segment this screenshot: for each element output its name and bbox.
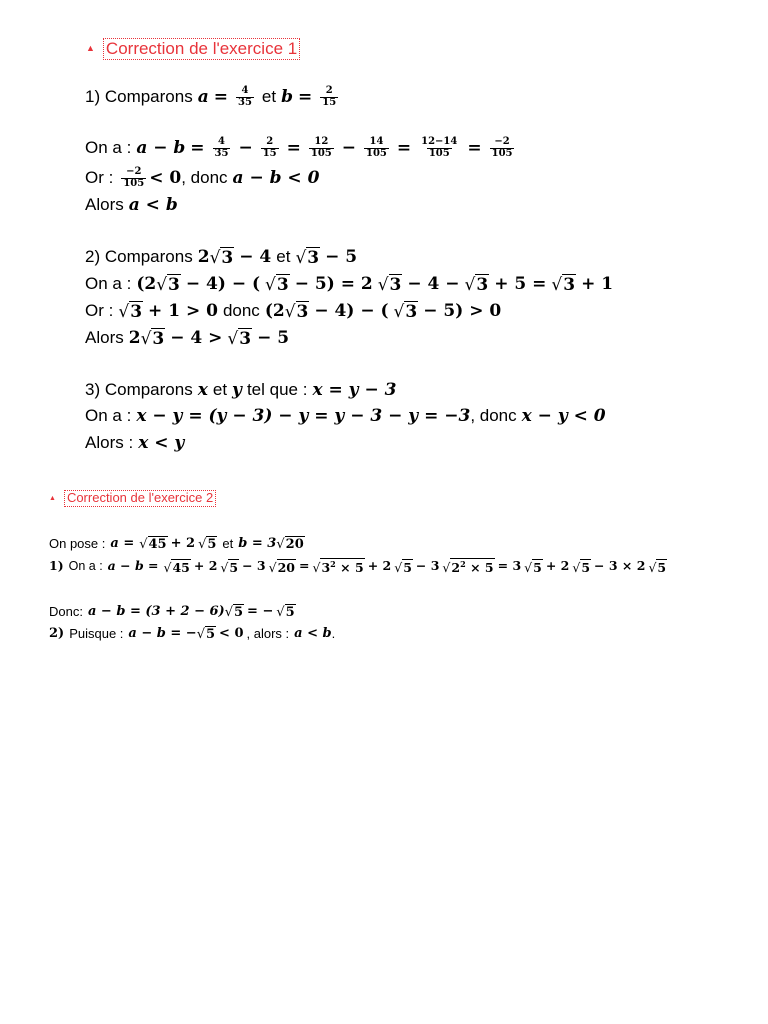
expr: < 0 [149, 168, 182, 188]
fraction: $\frac{12-14}{105}$ [421, 136, 458, 159]
op: = [297, 87, 313, 107]
text: On a : [85, 273, 132, 293]
op: = [213, 87, 228, 107]
text: 3) Comparons [85, 380, 193, 399]
fraction: $\frac{2}{15}$ [262, 136, 277, 159]
text: Or : [85, 300, 114, 320]
ex1-part3-statement: 3) Comparons x et y tel que : x = y − 3 [85, 380, 397, 400]
fraction: $\frac{14}{105}$ [366, 136, 387, 159]
sqrt: √ 3 [209, 248, 234, 268]
text: Alors [85, 327, 124, 347]
triangle-up-icon: ▲ [86, 43, 95, 54]
text: On a : [85, 138, 132, 157]
ex1-part3-line1: On a : x − y = (y − 3) − y = y − 3 − y = −3 , donc x − y < 0 [85, 406, 606, 426]
exercise-2-heading[interactable] [49, 490, 216, 507]
text: 1) Comparons [85, 87, 193, 106]
text: et [261, 87, 277, 106]
ex1-part3-line2: Alors : x < y [85, 433, 185, 453]
ex1-part1-statement [85, 86, 341, 108]
ex2-pose-line: On pose : a = √ 45 + 2 √ 5 et b = 3 √ 20 [49, 535, 304, 552]
expr: a < b [128, 195, 178, 215]
ex2-donc-line: Donc: a − b = (3 + 2 − 6) √ 5 = − √ 5 [49, 603, 295, 620]
ex1-part2-line2: Or : √ 3 + 1 > 0 donc (2 √ 3 − 4) − ( √ 3 − 5) > 0 [85, 300, 502, 322]
text: Or : [85, 168, 114, 187]
ex1-part2-line1: On a : (2 √ 3 − 4) − ( √ 3 − 5) = 2 √ 3 − 4 − √ 3 + 5 = √ 3 + 1 [85, 273, 614, 295]
text: donc [222, 300, 260, 320]
ex1-part1-line3 [85, 195, 178, 215]
ex1-part2-line3: Alors 2 √ 3 − 4 > √ 3 − 5 [85, 327, 290, 349]
text: On pose : [49, 535, 106, 551]
ex1-part1-line1: On a : a − b = $\frac{4}{35}$ − $\frac{2}{15}$ = $\frac{12}{105}$ − $\frac{14}{105}$ = $\frac{12-14}{105}$ = $\frac{-2}{105}$ [85, 136, 513, 159]
sqrt: √ 3 [295, 248, 320, 268]
text: Alors : [85, 433, 134, 452]
text: 2) Comparons [85, 246, 193, 266]
text: On a : [85, 406, 132, 425]
fraction: $\frac{-2}{105}$ [491, 136, 513, 159]
ex1-part1-line2 [85, 167, 319, 189]
text: Alors [85, 195, 124, 214]
exercise-1-title: Correction de l'exercice 1 [103, 38, 300, 60]
fraction: $\frac{12}{105}$ [310, 136, 332, 159]
text: et [276, 246, 291, 266]
exercise-1-heading[interactable] [86, 38, 300, 60]
ex1-part2-statement: 2) Comparons 2 √ 3 − 4 et √ 3 − 5 [85, 246, 358, 268]
expr: a − b [136, 138, 186, 158]
expr: a − b < 0 [232, 168, 320, 188]
ex2-line1: 1) On a : a − b = √ 45 + 2 √ 5 − 3 √ 20 = √ $3^2 \times 5$ + 2 √ 5 − 3 √ $2^2 \times 5$ = 3 √ 5 + 2 √ 5 − 3 × 2 √ 5 [49, 558, 667, 576]
fraction: $\frac{2}{15}$ [322, 85, 337, 108]
exercise-2-title: Correction de l'exercice 2 [64, 490, 216, 507]
ex2-line2: 2) Puisque : a − b = − √ 5 < 0 , alors : a < b . [49, 625, 336, 642]
var-b: b [281, 87, 293, 107]
fraction: $\frac{4}{35}$ [237, 85, 252, 108]
var-a: a [197, 87, 209, 107]
fraction: $\frac{-2}{105}$ [123, 166, 145, 189]
fraction: $\frac{4}{35}$ [214, 136, 229, 159]
triangle-up-icon: ▲ [49, 494, 56, 502]
text: , donc [181, 168, 228, 187]
